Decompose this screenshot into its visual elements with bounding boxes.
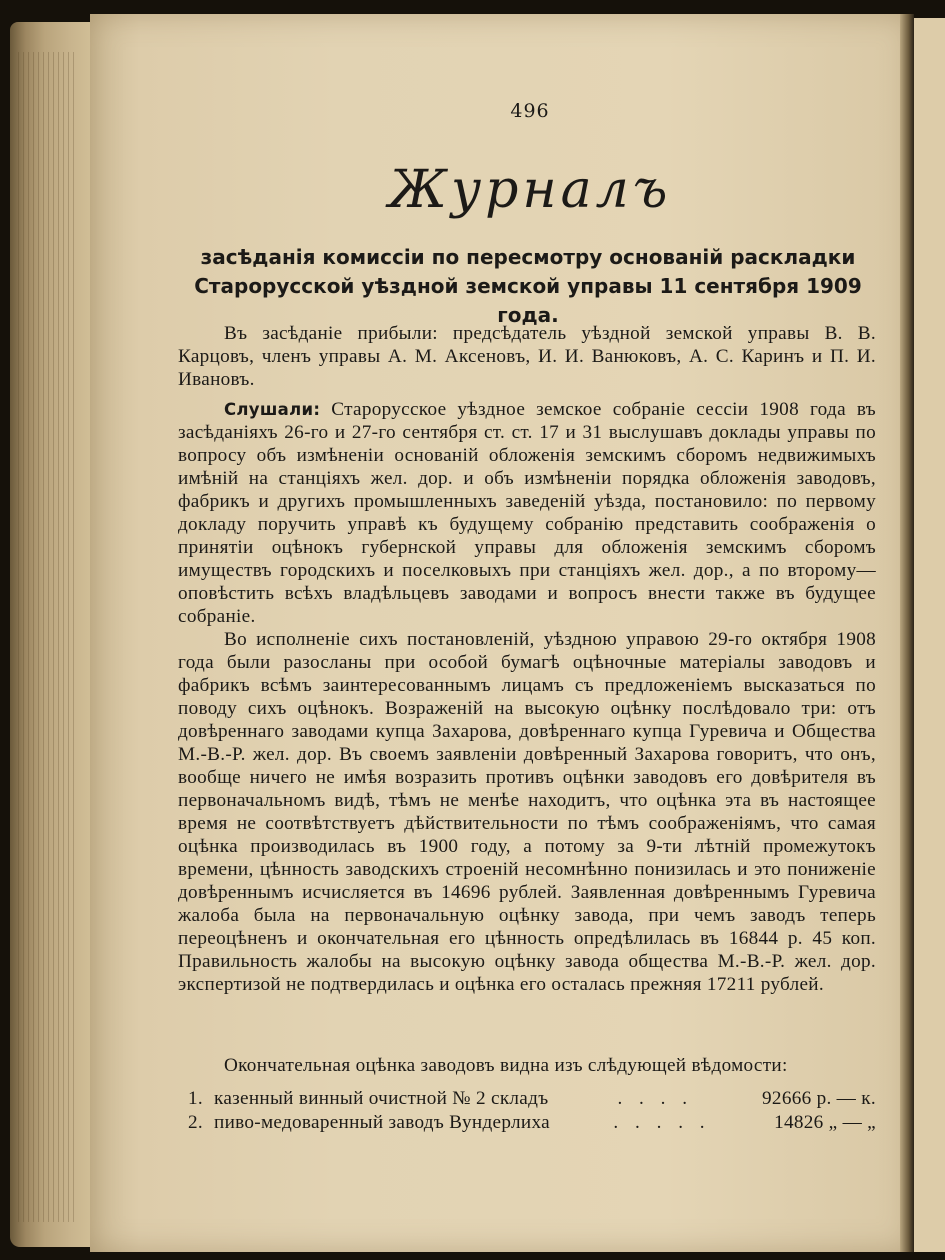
list-item-name: пиво-медоваренный заводъ Вундерлиха [214, 1112, 550, 1133]
book-page-edges [10, 22, 96, 1247]
list-item-leader: . . . . [617, 1088, 694, 1109]
list-item-amount: 14826 „ — „ [774, 1112, 876, 1133]
valuation-list [178, 1088, 876, 1136]
document-title: Журналъ [388, 160, 672, 220]
list-item-number: 2. [188, 1112, 203, 1133]
paragraph-text: Въ засѣданіе прибыли: предсѣдатель уѣздной земской управы В. В. Карцовъ, членъ управы А. М. Аксеновъ, И. И. Ванюковъ, А. С. Каринъ и П. И. Ивановъ. [178, 323, 876, 390]
document-subtitle: засѣданія комиссіи по пересмотру основаній раскладки Старорусской уѣздной земской управы 11 сентября 1909 года. [194, 245, 862, 327]
statement-intro: Окончательная оцѣнка заводовъ видна изъ слѣдующей вѣдомости: [224, 1055, 788, 1076]
book-gutter [900, 14, 914, 1252]
paragraph-text: Старорусское уѣздное земское собраніе сессіи 1908 года въ засѣданіяхъ 26-го и 27-го сентября ст. ст. 17 и 31 выслушавъ доклады управы по вопросу объ измѣненіи основаній обложенія земскимъ сборомъ недвижимыхъ имѣній на станціяхъ жел. дор. и объ измѣненіи порядка обложенія заводовъ, фабрикъ и другихъ промышленныхъ заведеній уѣзда, постановило: по первому докладу поручить управѣ къ будущему собранію представить соображенія о принятіи оцѣнокъ губернской управы для обложенія земскимъ сборомъ имуществъ городскихъ и поселковыхъ при станціяхъ жел. дор., а по второму—оповѣстить всѣхъ владѣльцевъ заводами и вопросъ внести также въ будущее собраніе. [178, 399, 876, 627]
list-item-name: казенный винный очистной № 2 складъ [214, 1088, 549, 1109]
list-item [178, 1112, 876, 1136]
page-number: 496 [510, 100, 550, 122]
list-item-leader: . . . . . [613, 1112, 711, 1133]
paragraph-lead: Слушали: [224, 400, 321, 419]
paragraph-text: Во исполненіе сихъ постановленій, уѣздною управою 29-го октября 1908 года были разосланы при особой бумагѣ оцѣночные матеріалы заводовъ и фабрикъ всѣмъ заинтересованнымъ лицамъ съ предложеніемъ высказаться по поводу сихъ оцѣнокъ. Возраженій на высокую оцѣнку послѣдовало три: отъ довѣреннаго заводами купца Захарова, довѣреннаго купца Гуревича и Общества М.-В.-Р. жел. дор. Въ своемъ заявленіи довѣренный Захарова говоритъ, что онъ, вообще ничего не имѣя возразить противъ оцѣнки заводовъ его довѣрителя въ первоначальномъ видѣ, тѣмъ не менѣе находитъ, что оцѣнка эта въ настоящее время не соотвѣтствуетъ дѣйствительности по тѣмъ соображеніямъ, что самая оцѣнка производилась въ 1900 году, а потому за 9-ти лѣтній промежутокъ времени, цѣнность заводскихъ строеній несомнѣнно понизилась и это пониженіе довѣреннымъ исчисляется въ 14696 рублей. Заявленная довѣреннымъ Гуревича жалоба была на первоначальную оцѣнку завода, при чемъ заводъ теперь переоцѣненъ и окончательная его цѣнность опредѣлилась въ 16844 р. 45 коп. Правильность жалобы на высокую оцѣнку завода общества М.-В.-Р. жел. дор. экспертизой не подтвердилась и оцѣнка его осталась прежняя 17211 рублей. [178, 629, 876, 995]
list-item-number: 1. [188, 1088, 203, 1109]
paragraph-attendees [178, 322, 876, 391]
list-item-amount: 92666 р. — к. [762, 1088, 876, 1109]
facing-page-edge [914, 18, 945, 1252]
paragraph-heard [178, 398, 876, 628]
paragraph-execution [178, 628, 876, 996]
list-item [178, 1088, 876, 1112]
